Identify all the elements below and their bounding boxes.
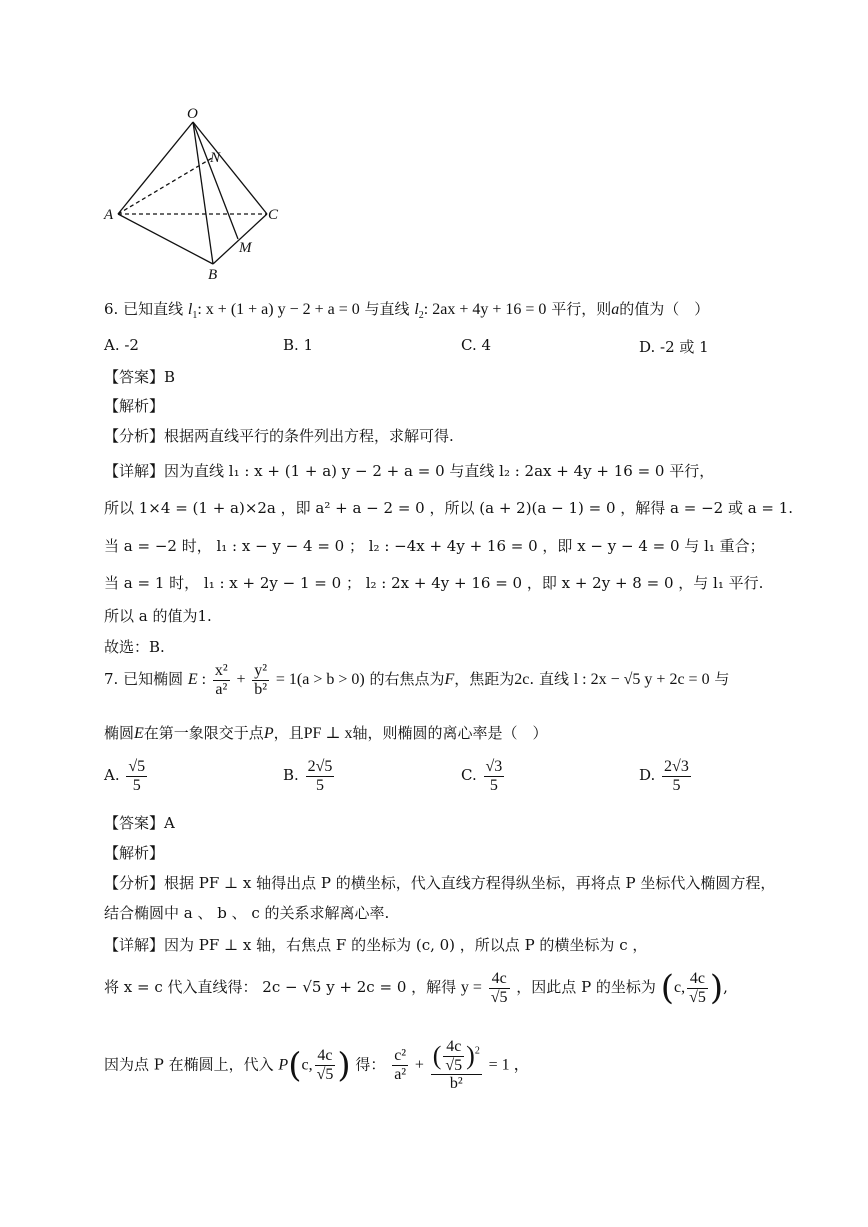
label-B: B [208,267,218,283]
edge-BC [213,214,267,264]
q6-detail-line2: 所以 1×4 = (1 + a)×2a ，即 a² + a − 2 = 0 ，所以 (a + 2)(a − 1) = 0 ，解得 a = −2 或 a = 1. [104,499,794,517]
label-M: M [239,240,252,256]
q7-option-b: B. $\frac{2√5}{5}$ [283,758,333,794]
q7-stem-line1: 7. 已知椭圆 E : $\frac{\text{x²}}{\text{a²}}$ + $\frac{\text{y²}}{\text{b²}}$ = 1(a > b > 0) 的右焦点为F，焦距为2c. 直线 l : 2x − √5 y + 2c = 0 与 [104,662,730,698]
q6-detail-line3: 当 a = −2 时， l₁ : x − y − 4 = 0 ； l₂ : −4x + 4y + 16 = 0 ，即 x − y − 4 = 0 与 l₁ 重合； [104,537,765,555]
q7-stem-line2: 椭圆E在第一象限交于点P，且PF ⊥ x轴，则椭圆的离心率是（ ） [104,724,548,742]
q6-detail-line5: 所以 a 的值为1. [104,607,212,625]
q6-answer: 【答案】B [104,368,176,386]
q6-jiexi: 【解析】 [104,397,165,415]
q7-detail-line1: 【详解】因为 PF ⊥ x 轴，右焦点 F 的坐标为 (c, 0) ，所以点 P 的横坐标为 c ， [104,936,648,954]
label-C: C [268,207,279,223]
q6-stem: 6. 已知直线 $l_1$: x + (1 + a) y − 2 + a = 0 与直线 $l_2$: 2ax + 4y + 16 = 0 平行，则a的值为（ ） [104,300,710,322]
q7-jiexi: 【解析】 [104,844,165,862]
label-N: N [210,150,221,166]
segment-AN-dashed [118,158,212,214]
segment-OM [193,122,238,239]
q6-detail-line1: 【详解】因为直线 l₁ : x + (1 + a) y − 2 + a = 0 与直线 l₂ : 2ax + 4y + 16 = 0 平行， [104,462,715,480]
q6-number: 6. [104,300,119,318]
q6-choice: 故选：B. [104,638,165,656]
q7-detail-line2: 将 x = c 代入直线得： 2c − √5 y + 2c = 0 ，解得 y = $\frac{4c}{√5}$ ，因此点 P 的坐标为 (c, $\frac{4c}{√5}$ ), [104,968,728,1009]
q7-answer: 【答案】A [104,814,175,832]
q6-option-d: D. -2 或 1 [639,338,709,356]
q7-option-a: A. $\frac{√5}{5}$ [104,758,146,794]
q6-option-c: C. 4 [461,336,492,354]
q7-fenxi-line1: 【分析】根据 PF ⊥ x 轴得出点 P 的横坐标，代入直线方程得纵坐标，再将点 P 坐标代入椭圆方程， [104,874,776,892]
q6-option-b: B. 1 [283,336,314,354]
q7-option-c: C. $\frac{√3}{5}$ [461,758,503,794]
edge-OA [118,122,193,214]
q7-fenxi-line2: 结合椭圆中 a 、 b 、 c 的关系求解离心率. [104,904,390,922]
label-A: A [104,207,114,223]
q6-option-a: A. -2 [104,336,139,354]
q7-option-d: D. $\frac{2√3}{5}$ [639,758,689,794]
q6-detail-line4: 当 a = 1 时， l₁ : x + 2y − 1 = 0 ； l₂ : 2x + 4y + 16 = 0 ，即 x + 2y + 8 = 0 ，与 l₁ 平行. [104,574,764,592]
tetrahedron-figure [0,0,868,290]
edge-AB [118,214,213,264]
q7-detail-line3: 因为点 P 在椭圆上，代入 P(c, $\frac{4c}{√5}$ ) 得： $\frac{\text{c²}}{\text{a²}}$ + ( $\frac{4c}{√5}$ )$^2$ b² = 1 ， [104,1038,530,1093]
label-O: O [187,106,198,122]
q6-fenxi: 【分析】根据两直线平行的条件列出方程，求解可得. [104,427,454,445]
